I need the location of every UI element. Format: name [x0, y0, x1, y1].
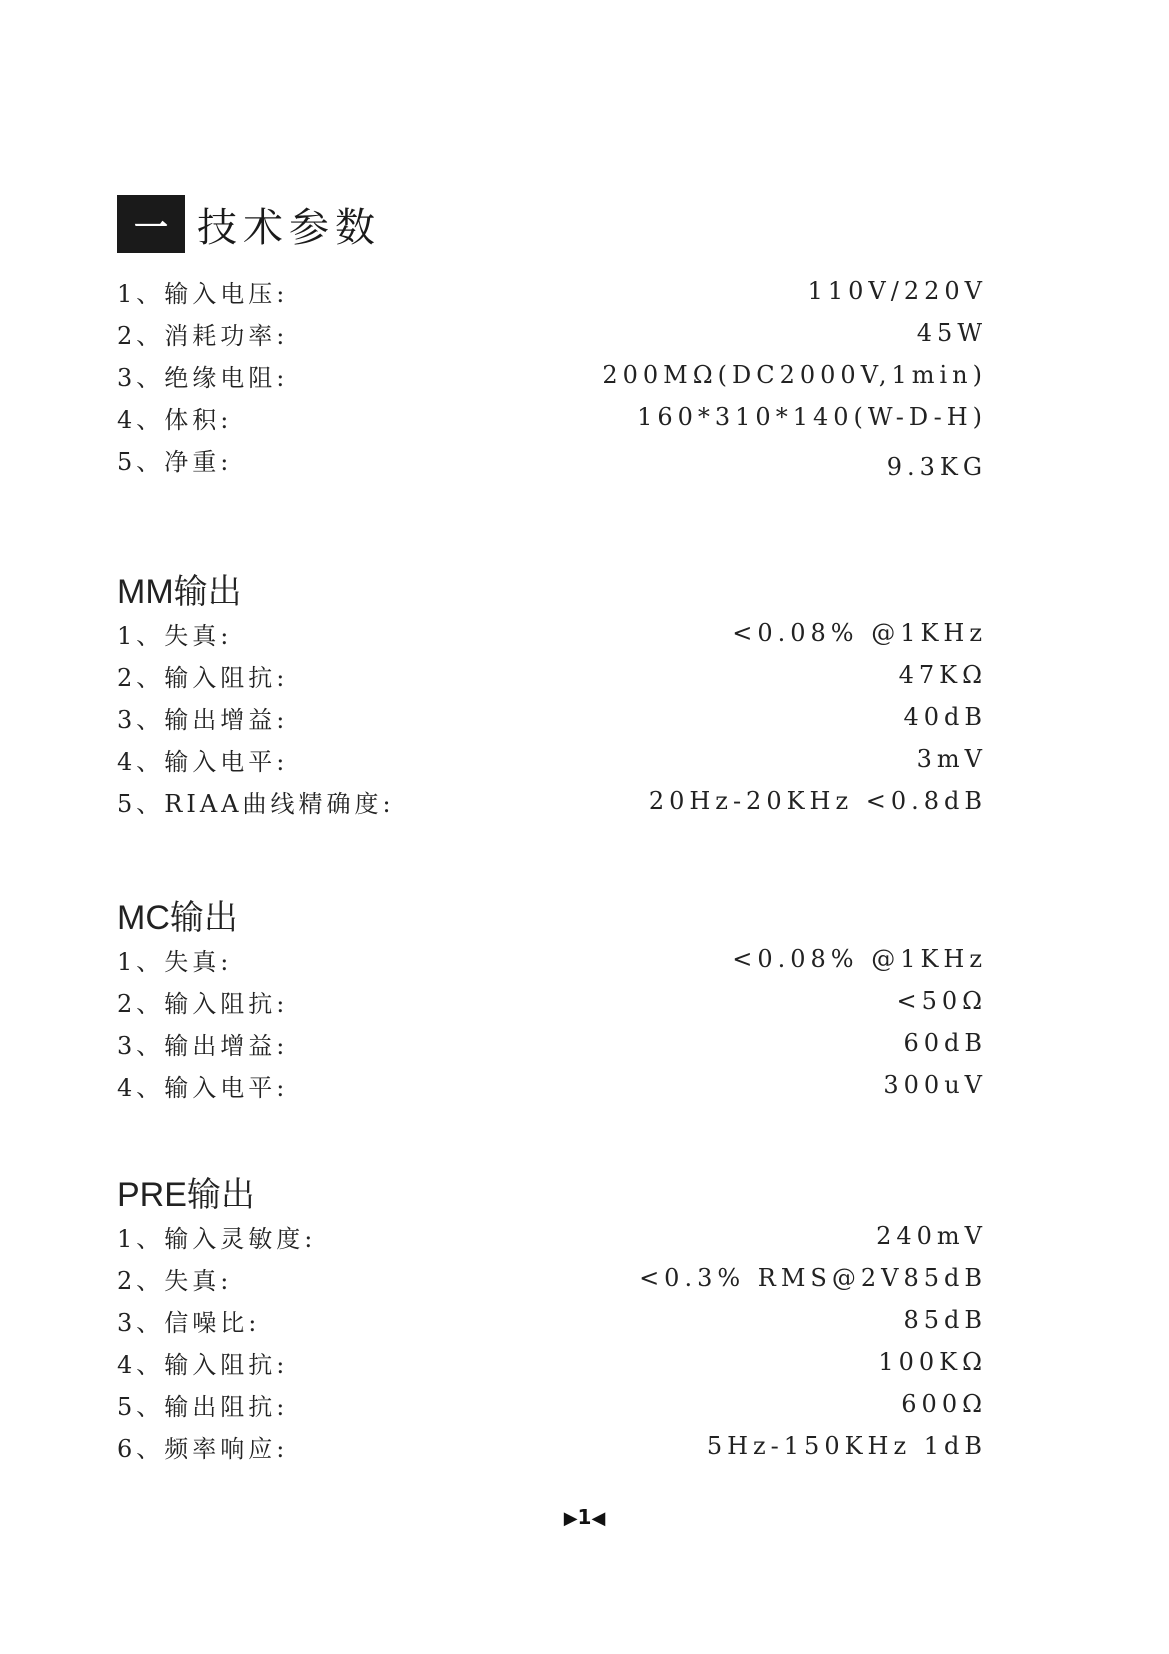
spec-value: <0.08% @1KHz — [732, 619, 987, 647]
spec-row — [117, 738, 987, 780]
spec-value: <0.08% @1KHz — [732, 945, 987, 973]
spec-row — [117, 696, 987, 738]
spec-row — [117, 1022, 987, 1064]
spec-row — [117, 1341, 987, 1383]
spec-value: 45W — [916, 319, 987, 347]
spec-label: 4、输入电平: — [117, 747, 289, 776]
spec-value: 100KΩ — [878, 1348, 987, 1376]
section-title: PRE输出 — [117, 1176, 255, 1214]
spec-row — [117, 1257, 987, 1299]
page-number: 1 — [577, 1505, 592, 1529]
spec-row — [117, 1215, 987, 1257]
spec-label: 3、信噪比: — [117, 1308, 261, 1337]
spec-label: 2、消耗功率: — [117, 321, 289, 350]
spec-value: 85dB — [903, 1306, 987, 1334]
spec-row — [117, 312, 987, 354]
spec-value: 110V/220V — [807, 277, 987, 305]
spec-label: 1、输入电压: — [117, 279, 289, 308]
spec-label: 6、频率响应: — [117, 1434, 289, 1463]
spec-row — [117, 654, 987, 696]
spec-row — [117, 438, 987, 480]
spec-row — [117, 938, 987, 980]
chapter-number-box: 一 — [117, 195, 185, 253]
spec-label: 5、输出阻抗: — [117, 1392, 289, 1421]
spec-value: 47KΩ — [898, 661, 987, 689]
spec-label: 5、净重: — [117, 447, 233, 476]
spec-label: 1、输入灵敏度: — [117, 1224, 317, 1253]
spec-value: 40dB — [903, 703, 987, 731]
spec-row — [117, 1383, 987, 1425]
spec-label: 3、输出增益: — [117, 705, 289, 734]
spec-label: 1、失真: — [117, 947, 233, 976]
spec-value: <0.3% RMS@2V85dB — [639, 1264, 987, 1292]
spec-value: 600Ω — [901, 1390, 987, 1418]
spec-value: 60dB — [903, 1029, 987, 1057]
spec-label: 2、失真: — [117, 1266, 233, 1295]
spec-row — [117, 270, 987, 312]
spec-value: 3mV — [916, 745, 987, 773]
spec-label: 2、输入阻抗: — [117, 989, 289, 1018]
chapter-heading — [117, 195, 381, 253]
spec-value: 240mV — [876, 1222, 987, 1250]
spec-row — [117, 1064, 987, 1106]
spec-row — [117, 612, 987, 654]
pre-output-section — [117, 1175, 987, 1467]
spec-value: 20Hz-20KHz <0.8dB — [648, 787, 987, 815]
spec-row — [117, 396, 987, 438]
chapter-title: 技术参数 — [197, 204, 381, 251]
spec-value: <50Ω — [896, 987, 987, 1015]
spec-row — [117, 354, 987, 396]
left-triangle-icon: ◀ — [591, 1508, 606, 1529]
right-triangle-icon: ▶ — [563, 1508, 578, 1529]
spec-label: 4、体积: — [117, 405, 233, 434]
spec-label: 1、失真: — [117, 621, 233, 650]
spec-row — [117, 1425, 987, 1467]
spec-label: 2、输入阻抗: — [117, 663, 289, 692]
mc-output-section — [117, 898, 987, 1106]
general-specs-section — [117, 270, 987, 480]
spec-row — [117, 980, 987, 1022]
page-footer — [0, 1505, 1169, 1529]
spec-value: 5Hz-150KHz 1dB — [706, 1432, 987, 1460]
spec-label: 4、输入阻抗: — [117, 1350, 289, 1379]
spec-value: 300uV — [883, 1071, 987, 1099]
spec-row — [117, 780, 987, 822]
section-title: MC输出 — [117, 899, 238, 937]
mm-output-section — [117, 572, 987, 822]
spec-value: 200MΩ(DC2000V,1min) — [602, 361, 987, 389]
spec-value: 160*310*140(W-D-H) — [637, 403, 987, 431]
spec-label: 4、输入电平: — [117, 1073, 289, 1102]
section-title: MM输出 — [117, 573, 242, 611]
spec-row — [117, 1299, 987, 1341]
spec-label: 5、RIAA曲线精确度: — [117, 789, 395, 818]
spec-label: 3、输出增益: — [117, 1031, 289, 1060]
spec-value: 9.3KG — [886, 453, 987, 481]
spec-label: 3、绝缘电阻: — [117, 363, 289, 392]
